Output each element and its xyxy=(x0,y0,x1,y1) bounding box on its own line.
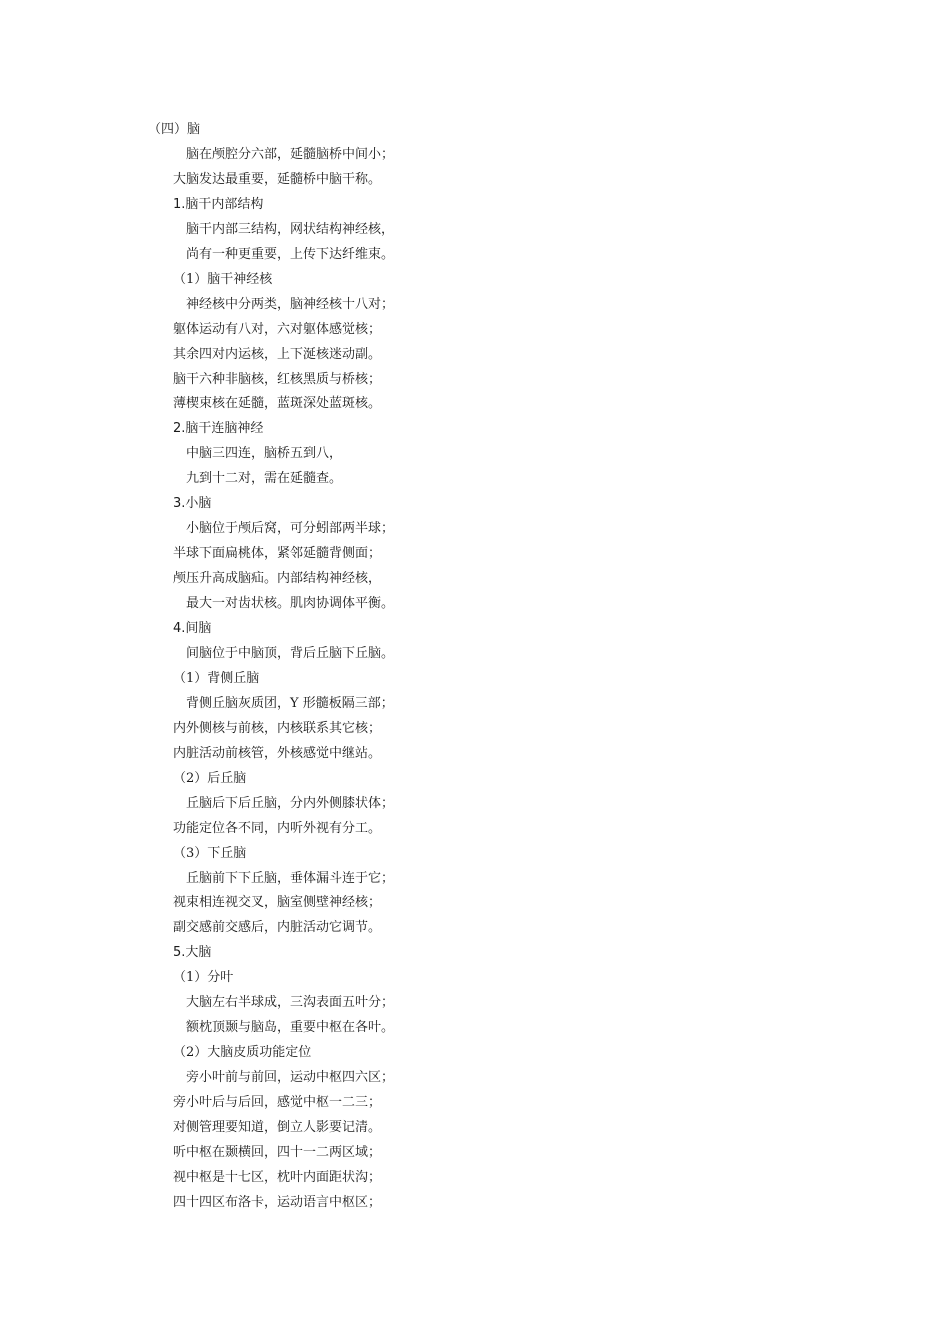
verse-line: 脑干内部三结构，网状结构神经核， xyxy=(186,221,395,237)
verse-line: 脑在颅腔分六部，延髓脑桥中间小； xyxy=(186,146,395,162)
verse-line: 丘脑前下下丘脑，垂体漏斗连于它； xyxy=(186,870,395,886)
verse-line: 中脑三四连，脑桥五到八， xyxy=(186,446,343,462)
verse-line: 四十四区布洛卡，运动语言中枢区； xyxy=(173,1194,382,1210)
verse-line: 薄楔束核在延髓，蓝斑深处蓝斑核。 xyxy=(173,396,382,412)
verse-line: 大脑左右半球成，三沟表面五叶分； xyxy=(186,995,395,1011)
verse-line: 尚有一种更重要，上传下达纤维束。 xyxy=(186,246,395,262)
verse-line: 听中枢在颞横回，四十一二两区域； xyxy=(173,1144,382,1160)
section-heading: 3.小脑 xyxy=(173,496,212,512)
subsection-heading: （2）大脑皮质功能定位 xyxy=(173,1045,312,1061)
verse-line: 视中枢是十七区，枕叶内面距状沟； xyxy=(173,1169,382,1185)
section-heading: 4.间脑 xyxy=(173,621,212,636)
verse-line: 小脑位于颅后窝，可分蚓部两半球； xyxy=(186,521,395,537)
subsection-heading: （1）分叶 xyxy=(173,970,234,986)
verse-line: 神经核中分两类，脑神经核十八对； xyxy=(186,296,395,312)
verse-line: 额枕顶颞与脑岛，重要中枢在各叶。 xyxy=(186,1020,395,1036)
section-title: （四）脑 xyxy=(148,122,201,137)
verse-line: 对侧管理要知道，倒立人影要记清。 xyxy=(173,1120,382,1135)
subsection-heading: （1）脑干神经核 xyxy=(173,271,273,287)
verse-line: 半球下面扁桃体，紧邻延髓背侧面； xyxy=(173,546,382,562)
verse-line: 功能定位各不同，内听外视有分工。 xyxy=(173,820,382,836)
section-heading: 5.大脑 xyxy=(173,945,212,961)
verse-line: 旁小叶后与后回，感觉中枢一二三； xyxy=(173,1095,382,1111)
verse-line: 副交感前交感后，内脏活动它调节。 xyxy=(173,920,382,936)
subsection-heading: （1）背侧丘脑 xyxy=(173,670,260,686)
subsection-heading: （2）后丘脑 xyxy=(173,770,247,786)
verse-line: 旁小叶前与前回，运动中枢四六区； xyxy=(186,1070,395,1086)
section-heading: 1.脑干内部结构 xyxy=(173,196,264,212)
verse-line: 九到十二对，需在延髓查。 xyxy=(186,471,343,487)
verse-line: 脑干六种非脑核，红核黑质与桥核； xyxy=(173,371,382,387)
verse-line: 丘脑后下后丘脑，分内外侧膝状体； xyxy=(186,795,395,811)
subsection-heading: （3）下丘脑 xyxy=(173,845,247,861)
verse-line: 间脑位于中脑顶，背后丘脑下丘脑。 xyxy=(186,645,395,661)
verse-line: 背侧丘脑灰质团，Y 形髓板隔三部； xyxy=(186,695,394,711)
verse-line: 颅压升高成脑疝。内部结构神经核， xyxy=(173,571,382,587)
verse-line: 内脏活动前核管，外核感觉中继站。 xyxy=(173,745,382,761)
verse-line: 躯体运动有八对，六对躯体感觉核； xyxy=(173,321,382,337)
verse-line: 大脑发达最重要，延髓桥中脑干称。 xyxy=(173,171,382,187)
verse-line: 最大一对齿状核。肌肉协调体平衡。 xyxy=(186,596,395,612)
verse-line: 视束相连视交叉，脑室侧壁神经核； xyxy=(173,895,382,911)
section-heading: 2.脑干连脑神经 xyxy=(173,421,264,437)
verse-line: 其余四对内运核，上下涎核迷动副。 xyxy=(173,346,382,362)
verse-line: 内外侧核与前核，内核联系其它核； xyxy=(173,720,382,736)
